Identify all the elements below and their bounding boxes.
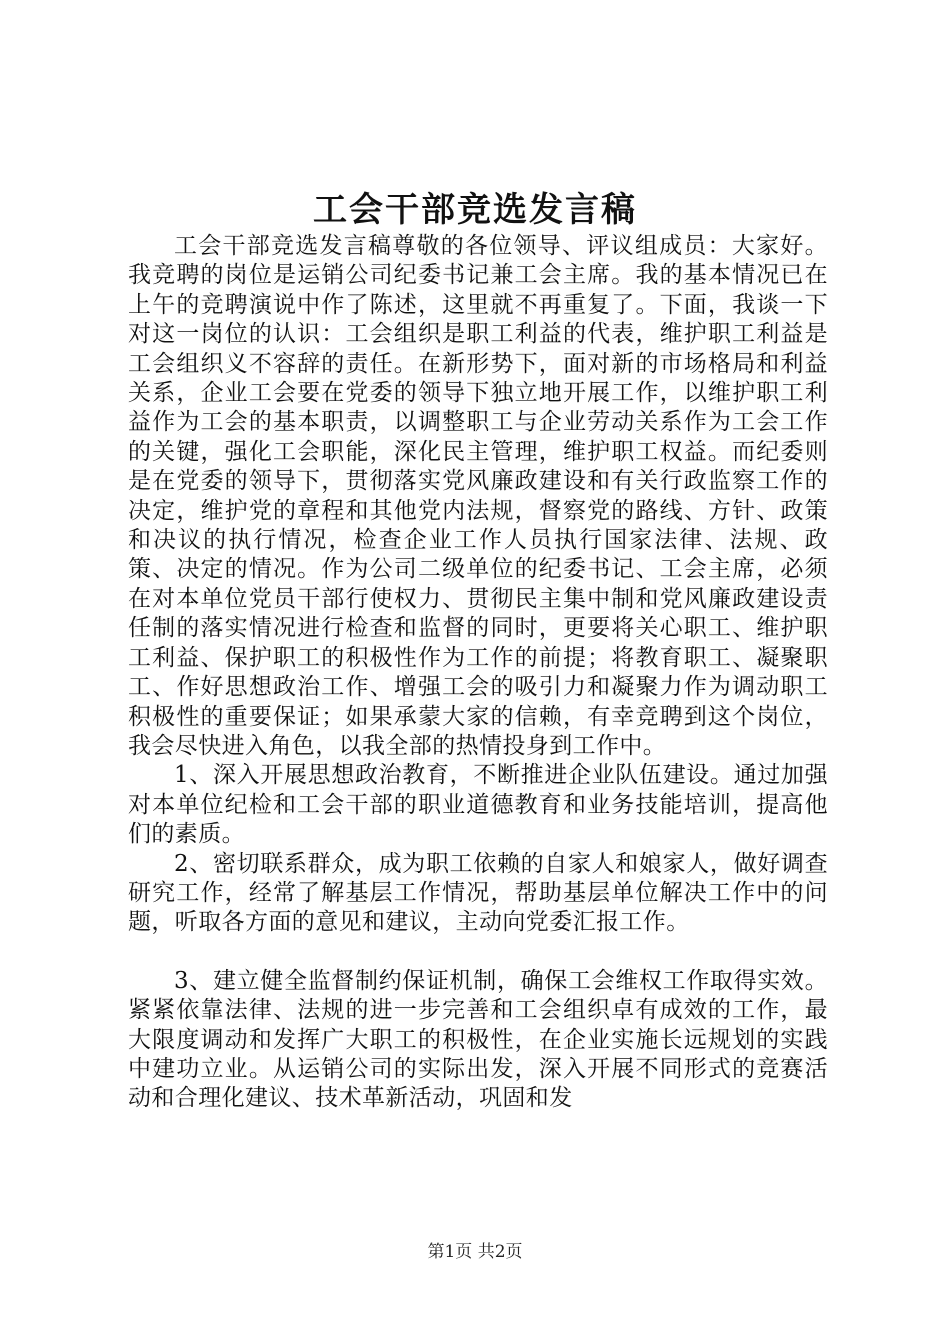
document-title: 工会干部竞选发言稿 [313,190,637,230]
paragraph-point-3: 3、建立健全监督制约保证机制，确保工会维权工作取得实效。紧紧依靠法律、法规的进一步完善和工会组织卓有成效的工作，最大限度调动和发挥广大职工的积极性，在企业实施长远规划的实践中建功立业。从运销公司的实际出发，深入开展不同形式的竞赛活动和合理化建议、技术革新活动，巩固和发 [128,967,828,1112]
paragraph-point-1: 1、深入开展思想政治教育，不断推进企业队伍建设。通过加强对本单位纪检和工会干部的职业道德教育和业务技能培训，提高他们的素质。 [128,762,828,848]
paragraph-intro: 工会干部竞选发言稿尊敬的各位领导、评议组成员：大家好。我竞聘的岗位是运销公司纪委书记兼工会主席。我的基本情况已在上午的竞聘演说中作了陈述，这里就不再重复了。下面，我谈一下对这一岗位的认识：工会组织是职工利益的代表，维护职工利益是工会组织义不容辞的责任。在新形势下，面对新的市场格局和利益关系，企业工会要在党委的领导下独立地开展工作，以维护职工利益作为工会的基本职责，以调整职工与企业劳动关系作为工会工作的关键，强化工会职能，深化民主管理，维护职工权益。而纪委则是在党委的领导下，贯彻落实党风廉政建设和有关行政监察工作的决定，维护党的章程和其他党内法规，督察党的路线、方针、政策和决议的执行情况，检查企业工作人员执行国家法律、法规、政策、决定的情况。作为公司二级单位的纪委书记、工会主席，必须在对本单位党员干部行使权力、贯彻民主集中制和党风廉政建设责任制的落实情况进行检查和监督的同时，更要将关心职工、维护职工利益、保护职工的积极性作为工作的前提；将教育职工、凝聚职工、作好思想政治工作、增强工会的吸引力和凝聚力作为调动职工积极性的重要保证；如果承蒙大家的信赖，有幸竞聘到这个岗位，我会尽快进入角色，以我全部的热情投身到工作中。 [128,233,828,759]
page-number-footer: 第1页 共2页 [427,1242,523,1262]
document-body [128,232,828,1114]
paragraph-point-2: 2、密切联系群众，成为职工依赖的自家人和娘家人，做好调查研究工作，经常了解基层工作情况，帮助基层单位解决工作中的问题，听取各方面的意见和建议，主动向党委汇报工作。 [128,850,828,936]
